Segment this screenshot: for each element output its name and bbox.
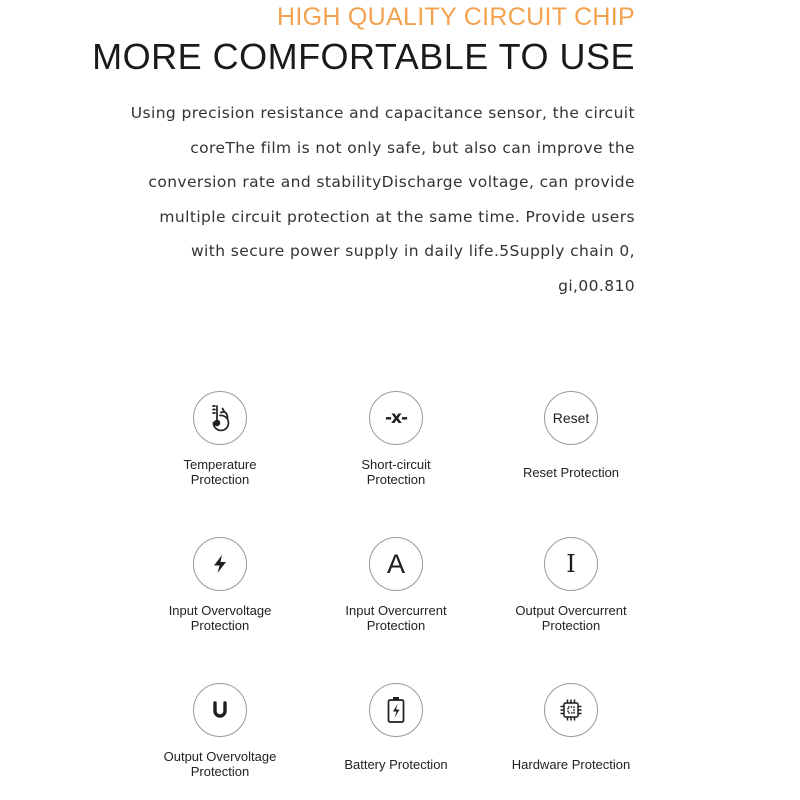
page-title: MORE COMFORTABLE TO USE — [92, 36, 635, 77]
feature-label: Hardware Protection — [511, 757, 631, 772]
lightning-icon — [193, 537, 247, 591]
short-circuit-icon: -x- — [369, 391, 423, 445]
feature-output-overcurrent-protection — [483, 537, 659, 633]
description-line: with secure power supply in daily life.5Supply chain 0, — [190, 242, 635, 260]
description-line: conversion rate and stabilityDischarge voltage, can provide — [148, 173, 635, 191]
feature-hardware-protection — [483, 683, 659, 772]
feature-reset-protection — [483, 391, 659, 480]
feature-input-overvoltage-protection — [132, 537, 308, 633]
feature-label: Input Overcurrent Protection — [345, 603, 447, 633]
feature-label: Short-circuit Protection — [361, 457, 431, 487]
chip-icon — [544, 683, 598, 737]
feature-short-circuit-protection — [308, 391, 484, 487]
letter-a-icon: A — [369, 537, 423, 591]
battery-icon — [369, 683, 423, 737]
feature-temperature-protection — [132, 391, 308, 487]
description — [115, 96, 635, 303]
feature-input-overcurrent-protection — [308, 537, 484, 633]
description-line: multiple circuit protection at the same time. Provide users — [159, 207, 635, 226]
description-line: coreThe film is not only safe, but also can improve the — [190, 138, 635, 157]
description-line: Using precision resistance and capacitance sensor, the circuit — [130, 104, 635, 122]
thermometer-icon — [193, 391, 247, 445]
headline: HIGH QUALITY CIRCUIT CHIP — [276, 3, 635, 31]
letter-i-icon: I — [544, 537, 598, 591]
description-line: gi,00.810 — [558, 276, 635, 295]
feature-label: Temperature Protection — [183, 457, 257, 487]
feature-output-overvoltage-protection — [132, 683, 308, 779]
feature-battery-protection — [308, 683, 484, 772]
reset-icon: Reset — [544, 391, 598, 445]
feature-label: Battery Protection — [344, 757, 448, 772]
feature-label: Output Overvoltage Protection — [163, 749, 277, 779]
letter-u-icon — [193, 683, 247, 737]
feature-label: Output Overcurrent Protection — [515, 603, 627, 633]
feature-label: Reset Protection — [522, 465, 620, 480]
feature-label: Input Overvoltage Protection — [168, 603, 272, 633]
